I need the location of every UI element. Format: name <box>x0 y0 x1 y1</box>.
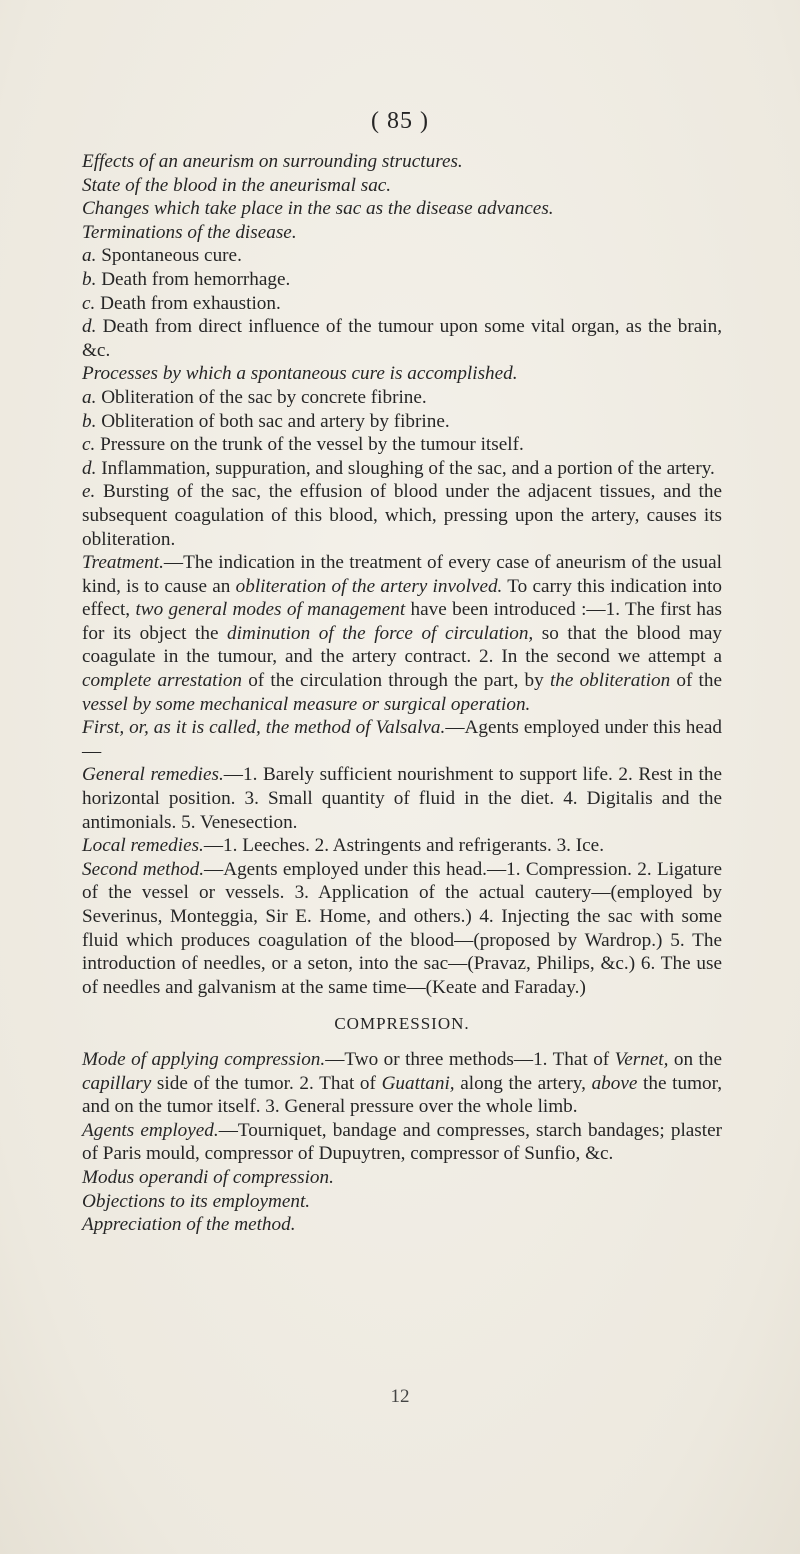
topic-heading: Modus operandi of compression. <box>82 1166 334 1188</box>
emphasis-text: two general modes of management <box>135 599 406 621</box>
paragraph-lead: Agents employed. <box>82 1119 219 1141</box>
paragraph-lead: General remedies. <box>82 764 224 786</box>
paragraph-text: side of the tumor. 2. That of <box>151 1072 382 1094</box>
paragraph-text: —Two or three methods—1. That of <box>325 1048 615 1070</box>
list-marker: c. <box>82 434 96 456</box>
list-marker: e. <box>82 481 96 503</box>
emphasis-text: Guattani, <box>381 1072 455 1094</box>
emphasis-text: vessel by some mechanical measure or surgical operation. <box>82 693 531 715</box>
list-marker: d. <box>82 316 97 338</box>
emphasis-text: obliteration of the artery involved. <box>235 575 503 597</box>
topic-heading: Terminations of the disease. <box>82 221 297 243</box>
topic-heading: Appreciation of the method. <box>82 1214 296 1236</box>
paragraph-text: of the <box>670 670 722 692</box>
paragraph-text: —1. Leeches. 2. Astringents and refrigerants. 3. Ice. <box>203 835 604 857</box>
list-marker: b. <box>82 268 97 290</box>
list-marker: a. <box>82 245 97 267</box>
topic-heading: Objections to its employment. <box>82 1190 311 1212</box>
list-item <box>82 315 722 362</box>
list-marker: b. <box>82 410 97 432</box>
emphasis-text: capillary <box>82 1072 152 1094</box>
signature-mark: 12 <box>390 1386 410 1407</box>
paragraph-text: —Agents employed under this head— <box>82 717 722 762</box>
paragraph-lead: Mode of applying compression. <box>82 1048 326 1070</box>
emphasis-text: Vernet, <box>614 1048 669 1070</box>
topic-heading: Effects of an aneurism on surrounding structures. <box>82 151 463 172</box>
paragraph-text: To carry this indication into effect, <box>82 575 722 621</box>
local-remedies-paragraph <box>82 834 722 858</box>
paragraph-lead: Local remedies. <box>82 835 204 857</box>
paragraph-lead: Second method. <box>82 858 205 880</box>
paragraph-text: —1. Barely sufficient nourishment to support life. 2. Rest in the horizontal position. 3. Small quantity of fluid in the diet. 4. Digitalis and the antimonials. 5. Venesection. <box>82 764 722 833</box>
list-text: Obliteration of both sac and artery by fibrine. <box>101 410 450 432</box>
page-body <box>82 150 722 1237</box>
paragraph-text: —The indication in the treatment of every case of aneurism of the usual kind, is to cause an <box>82 552 722 597</box>
list-item <box>82 268 722 292</box>
paragraph-text: along the artery, <box>454 1072 592 1094</box>
emphasis-text: the obliteration <box>549 670 671 692</box>
list-text: Spontaneous cure. <box>101 245 242 267</box>
list-item <box>82 457 722 481</box>
paragraph-text: of the circulation through the part, by <box>242 670 550 692</box>
list-item <box>82 433 722 457</box>
list-text: Inflammation, suppuration, and sloughing of the sac, and a portion of the artery. <box>101 457 715 479</box>
general-remedies-paragraph <box>82 763 722 834</box>
list-item <box>82 480 722 551</box>
list-marker: a. <box>82 386 97 408</box>
list-text: Death from exhaustion. <box>100 292 281 314</box>
list-text: Pressure on the trunk of the vessel by the tumour itself. <box>100 434 524 456</box>
list-text: Bursting of the sac, the effusion of blood under the adjacent tissues, and the subsequent coagulation of this blood, which, pressing upon the artery, causes its obliteration. <box>82 481 722 550</box>
section-heading: COMPRESSION. <box>334 1014 470 1034</box>
paragraph-text: on the <box>668 1048 722 1070</box>
list-text: Obliteration of the sac by concrete fibrine. <box>101 386 427 408</box>
emphasis-text: complete arrestation <box>82 670 243 692</box>
list-item <box>82 244 722 268</box>
paragraph-lead: First, or, as it is called, the method of Valsalva. <box>82 717 446 739</box>
topic-heading: Processes by which a spontaneous cure is accomplished. <box>82 363 518 385</box>
paragraph-text: —Tourniquet, bandage and compresses, starch bandages; plaster of Paris mould, compressor of Dupuytren, compressor of Sunfio, &c. <box>82 1119 722 1165</box>
list-marker: c. <box>82 292 96 314</box>
mode-paragraph <box>82 1048 722 1119</box>
list-item <box>82 386 722 410</box>
paragraph-text: —Agents employed under this head.—1. Compression. 2. Ligature of the vessel or vessels. 3. Application of the actual cautery—(employed by Severinus, Monteggia, Sir E. Home, and others.) 4. Injecting the sac with some fluid which produces coagulation of the blood—(proposed by Wardrop.) 5. The introduction of needles, or a seton, into the sac—(Pravaz, Philips, &c.) 6. The use of needles and galvanism at the same time—(Keate and Faraday.) <box>82 858 722 998</box>
list-text: Death from direct influence of the tumour upon some vital organ, as the brain, &c. <box>82 316 722 361</box>
list-item <box>82 292 722 316</box>
emphasis-text: diminution of the force of circulation, <box>227 622 534 644</box>
paragraph-text: have been introduced :—1. The first has for its object the <box>82 599 723 644</box>
list-item <box>82 410 722 434</box>
list-marker: d. <box>82 457 97 479</box>
first-method-paragraph <box>82 716 722 763</box>
topic-heading: State of the blood in the aneurismal sac. <box>82 174 392 196</box>
emphasis-text: above <box>591 1072 638 1094</box>
list-text: Death from hemorrhage. <box>101 268 291 290</box>
paragraph-lead: Treatment. <box>82 552 164 574</box>
paragraph-text: so that the blood may coagulate in the tumour, and the artery contract. 2. In the second we attempt a <box>82 622 723 668</box>
page-number: ( 85 ) <box>371 108 429 134</box>
second-method-paragraph <box>82 858 722 1000</box>
paragraph-text: the tumor, and on the tumor itself. 3. General pressure over the whole limb. <box>82 1072 723 1118</box>
agents-paragraph <box>82 1119 722 1166</box>
treatment-paragraph <box>82 551 722 716</box>
topic-heading: Changes which take place in the sac as the disease advances. <box>82 198 554 220</box>
